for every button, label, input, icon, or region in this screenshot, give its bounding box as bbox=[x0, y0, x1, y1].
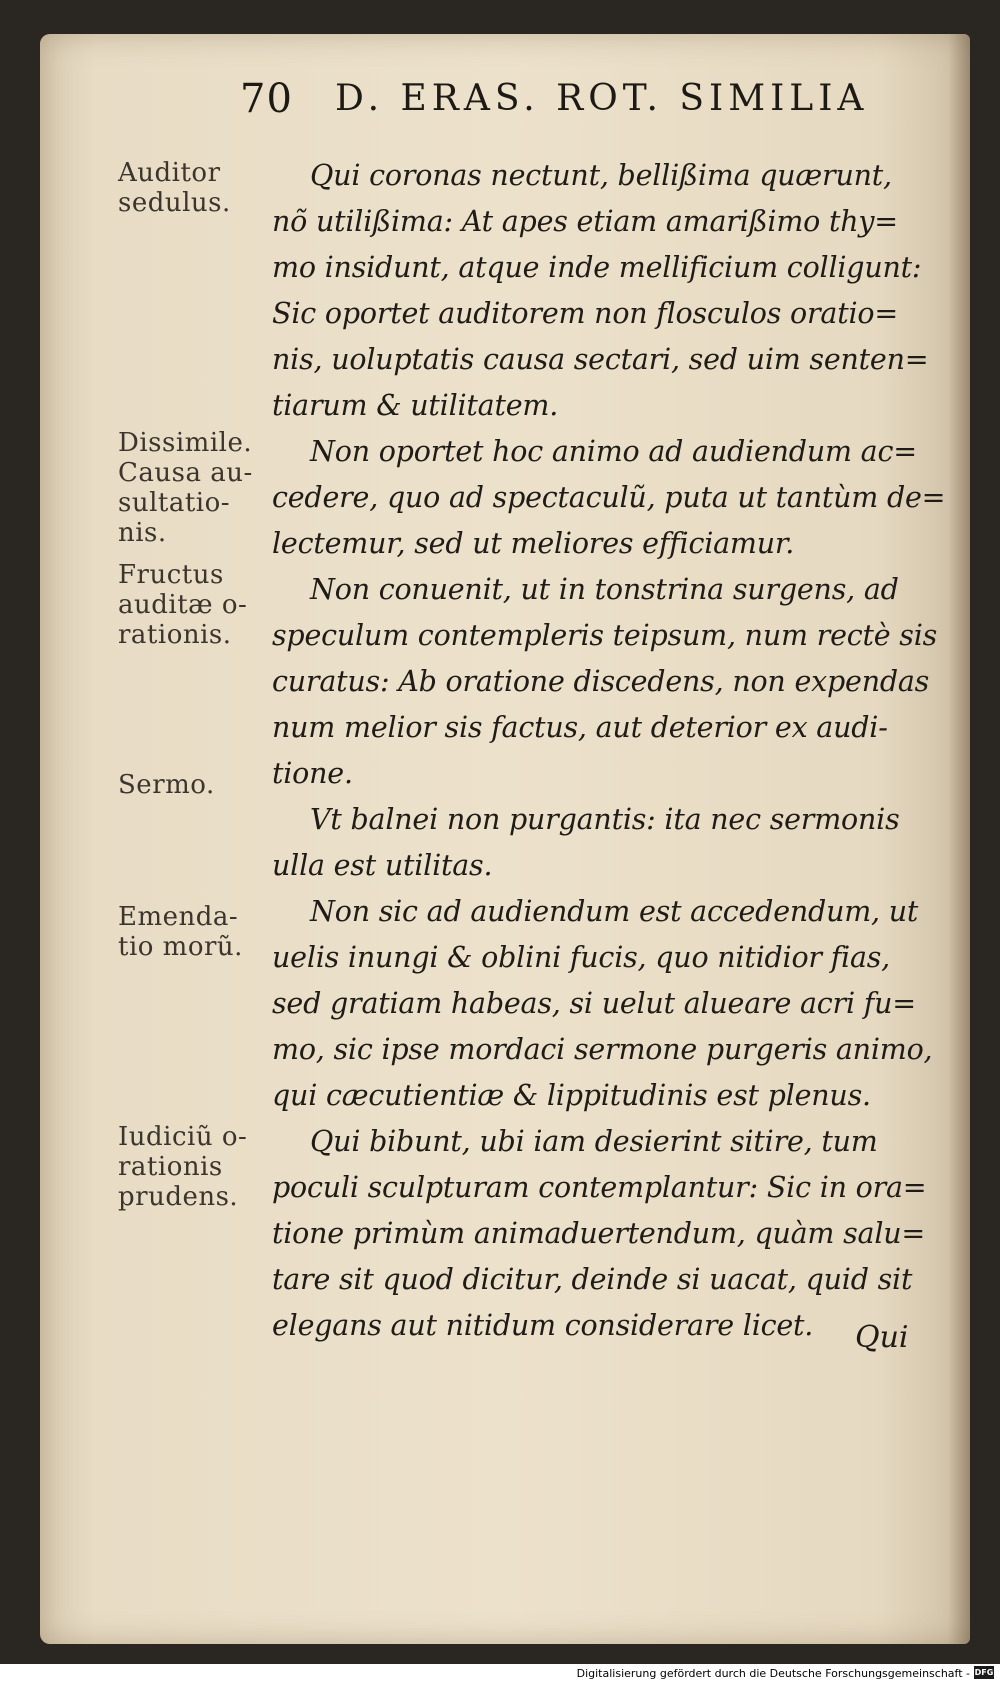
dfg-logo-icon: DFG bbox=[974, 1668, 994, 1677]
body-line: ulla est utilitas. bbox=[272, 849, 493, 882]
margin-note-line: Fructus bbox=[118, 560, 224, 590]
body-line: speculum contempleris teipsum, num rectè sis bbox=[272, 619, 938, 652]
margin-note-line: nis. bbox=[118, 518, 167, 548]
margin-note-fructus bbox=[118, 560, 278, 650]
body-line: Non oportet hoc animo ad audiendum ac= bbox=[310, 435, 917, 468]
body-line: tare sit quod dicitur, deinde si uacat, quid sit bbox=[272, 1263, 913, 1296]
body-line: nis, uoluptatis causa sectari, sed uim senten= bbox=[272, 343, 929, 376]
body-line: Qui bibunt, ubi iam desierint sitire, tum bbox=[310, 1125, 878, 1158]
body-line: lectemur, sed ut meliores efficiamur. bbox=[272, 527, 795, 560]
body-line: nõ utilißima: At apes etiam amarißimo thy= bbox=[272, 205, 898, 238]
body-line: uelis inungi & oblini fucis, quo nitidior fias, bbox=[272, 941, 891, 974]
margin-note-dissimile bbox=[118, 428, 278, 548]
margin-note-auditor bbox=[118, 158, 278, 218]
body-line: Non sic ad audiendum est accedendum, ut bbox=[310, 895, 919, 928]
digitization-credit: Digitalisierung gefördert durch die Deutsche Forschungsgemeinschaft - bbox=[576, 1667, 970, 1680]
margin-note-line: auditæ o- bbox=[118, 590, 248, 620]
margin-note-line: prudens. bbox=[118, 1182, 239, 1212]
body-line: mo, sic ipse mordaci sermone purgeris animo, bbox=[272, 1033, 933, 1066]
margin-note-line: Causa au- bbox=[118, 458, 253, 488]
body-line: tiarum & utilitatem. bbox=[272, 389, 559, 422]
margin-note-line: sultatio- bbox=[118, 488, 231, 518]
body-line: sed gratiam habeas, si uelut alueare acri fu= bbox=[272, 987, 916, 1020]
body-line: qui cæcutientiæ & lippitudinis est plenus. bbox=[272, 1079, 871, 1112]
margin-note-sermo bbox=[118, 770, 278, 800]
body-line: Vt balnei non purgantis: ita nec sermonis bbox=[310, 803, 900, 836]
margin-note-line: rationis bbox=[118, 1152, 223, 1182]
body-line: Sic oportet auditorem non flosculos oratio= bbox=[272, 297, 898, 330]
body-line: curatus: Ab oratione discedens, non expendas bbox=[272, 665, 930, 698]
running-title: D. ERAS. ROT. SIMILIA bbox=[335, 78, 869, 119]
margin-note-line: Dissimile. bbox=[118, 428, 253, 458]
body-line: Qui coronas nectunt, bellißima quærunt, bbox=[310, 159, 892, 192]
body-line: mo insidunt, atque inde mellificium colligunt: bbox=[272, 251, 922, 284]
margin-note-line: tio morũ. bbox=[118, 932, 243, 962]
margin-note-line: Emenda- bbox=[118, 902, 239, 932]
margin-note-line: Iudiciũ o- bbox=[118, 1122, 248, 1152]
margin-note-line: sedulus. bbox=[118, 188, 231, 218]
body-line: Non conuenit, ut in tonstrina surgens, ad bbox=[310, 573, 899, 606]
running-header bbox=[240, 74, 920, 134]
body-line: elegans aut nitidum considerare licet. bbox=[272, 1309, 814, 1342]
margin-note-line: Auditor bbox=[118, 158, 221, 188]
catchword: Qui bbox=[855, 1320, 909, 1355]
body-line: poculi sculpturam contemplantur: Sic in ora= bbox=[272, 1171, 927, 1204]
body-line: tione primùm animaduertendum, quàm salu= bbox=[272, 1217, 926, 1250]
body-line: tione. bbox=[272, 757, 353, 790]
body-line: num melior sis factus, aut deterior ex audi- bbox=[272, 711, 888, 744]
page-edge-shadow bbox=[948, 34, 970, 1644]
page-number: 70 bbox=[240, 76, 293, 122]
margin-note-line: Sermo. bbox=[118, 770, 215, 800]
margin-note-iudicium bbox=[118, 1122, 278, 1212]
body-line: cedere, quo ad spectaculũ, puta ut tantùm de= bbox=[272, 481, 946, 514]
margin-note-emendatio bbox=[118, 902, 278, 962]
margin-note-line: rationis. bbox=[118, 620, 232, 650]
